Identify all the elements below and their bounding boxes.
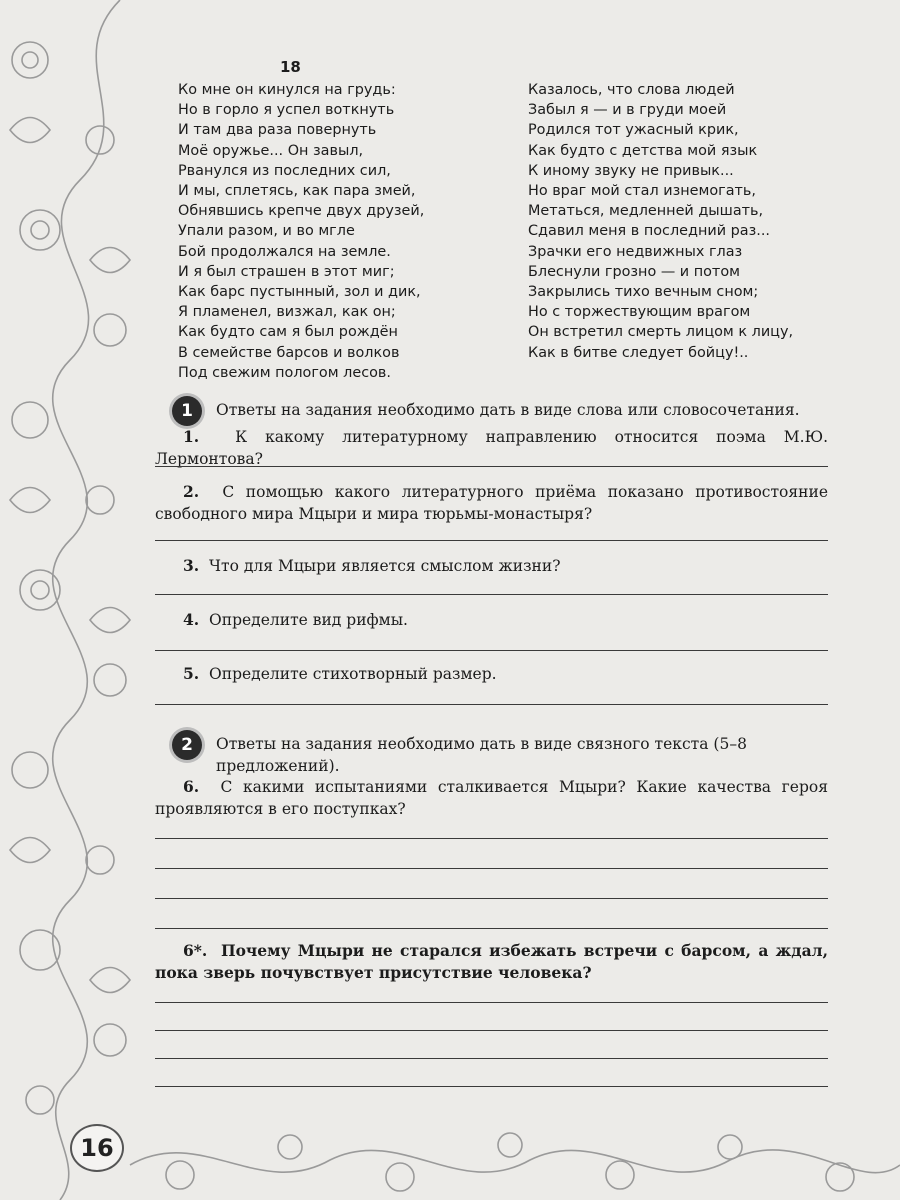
section-1-badge: 1: [172, 396, 202, 426]
poem-right-column: [528, 80, 793, 363]
section-2-header: [172, 730, 832, 777]
question-1-number: 1.: [183, 427, 200, 446]
poem-left-column: [178, 80, 424, 383]
answer-line[interactable]: [155, 1086, 828, 1087]
question-5-text: Определите стихотворный размер.: [209, 665, 497, 683]
question-5-number: 5.: [183, 664, 200, 683]
question-4: [155, 609, 828, 631]
section-2-instruction: Ответы на задания необходимо дать в виде связного текста (5–8 предложений).: [216, 735, 747, 775]
poem-line: Он встретил смерть лицом к лицу,: [528, 324, 794, 341]
question-2-number: 2.: [183, 482, 200, 501]
poem-line: Как будто сам я был рождён: [178, 324, 398, 341]
question-6-star-number: 6*.: [183, 941, 208, 960]
answer-line[interactable]: [155, 1002, 828, 1003]
poem-line: Сдавил меня в последний раз...: [528, 223, 770, 240]
answer-line[interactable]: [155, 466, 828, 467]
question-3: [155, 555, 828, 577]
poem-line: И там два раза повернуть: [178, 122, 377, 139]
poem-line: Но враг мой стал изнемогать,: [528, 183, 756, 200]
poem-line: И мы, сплетясь, как пара змей,: [178, 183, 416, 200]
question-1: [155, 426, 828, 470]
question-3-number: 3.: [183, 556, 200, 575]
poem-line: Бой продолжался на земле.: [178, 243, 391, 260]
floral-border-ornament: [0, 0, 150, 1200]
poem-line: Обнявшись крепче двух друзей,: [178, 203, 425, 220]
poem-line: Закрылись тихо вечным сном;: [528, 284, 759, 301]
poem-line: Как будто с детства мой язык: [528, 142, 758, 159]
poem-line: Как в битве следует бойцу!..: [528, 344, 749, 361]
poem-line: К иному звуку не привык...: [528, 162, 734, 179]
question-6-number: 6.: [183, 777, 200, 796]
poem-line: В семействе барсов и волков: [178, 344, 400, 361]
section-1-header: [172, 396, 832, 426]
poem-line: Ко мне он кинулся на грудь:: [178, 82, 396, 98]
poem-line: Я пламенел, визжал, как он;: [178, 304, 396, 321]
poem-line: Казалось, что слова людей: [528, 82, 735, 98]
section-2-badge: 2: [172, 730, 202, 760]
poem-line: Метаться, медленней дышать,: [528, 203, 764, 220]
floral-bottom-ornament: [0, 1125, 900, 1200]
poem-line: И я был страшен в этот миг;: [178, 263, 395, 280]
poem-line: Родился тот ужасный крик,: [528, 122, 739, 139]
section-1-instruction: Ответы на задания необходимо дать в виде слова или словосочетания.: [216, 401, 800, 419]
answer-line[interactable]: [155, 650, 828, 651]
answer-line[interactable]: [155, 704, 828, 705]
poem-line: Зрачки его недвижных глаз: [528, 243, 743, 260]
question-1-text: К какому литературному направлению относится поэма М.Ю. Лермонтова?: [155, 428, 829, 468]
poem-line: Под свежим пологом лесов.: [178, 364, 391, 381]
question-3-text: Что для Мцыри является смыслом жизни?: [209, 557, 561, 575]
poem-line: Рванулся из последних сил,: [178, 162, 391, 179]
question-2: [155, 481, 828, 525]
answer-line[interactable]: [155, 928, 828, 929]
question-6-text: С какими испытаниями сталкивается Мцыри? Какие качества героя проявляются в его поступках?: [155, 778, 828, 818]
answer-line[interactable]: [155, 838, 828, 839]
poem-line: Моё оружье... Он завыл,: [178, 142, 364, 159]
answer-line[interactable]: [155, 1058, 828, 1059]
poem-line: Упали разом, и во мгле: [178, 223, 355, 240]
answer-line[interactable]: [155, 898, 828, 899]
page-number: 16: [70, 1124, 124, 1172]
poem-line: Забыл я — и в груди моей: [528, 102, 727, 119]
poem-line: Блеснули грозно — и потом: [528, 263, 740, 280]
question-2-text: С помощью какого литературного приёма показано противостояние свободного мира Мцыри и мира тюрьмы-монастыря?: [155, 483, 828, 523]
question-6-star: [155, 940, 828, 984]
question-5: [155, 663, 828, 685]
fragment-marker: 18: [280, 58, 301, 76]
answer-line[interactable]: [155, 594, 828, 595]
poem-line: Но в горло я успел воткнуть: [178, 102, 395, 119]
question-6-star-text: Почему Мцыри не старался избежать встречи с барсом, а ждал, пока зверь почувствует присутствие человека?: [155, 941, 828, 982]
answer-line[interactable]: [155, 1030, 828, 1031]
poem-line: Как барс пустынный, зол и дик,: [178, 284, 421, 301]
answer-line[interactable]: [155, 540, 828, 541]
question-4-number: 4.: [183, 610, 200, 629]
question-6: [155, 776, 828, 820]
question-4-text: Определите вид рифмы.: [209, 611, 408, 629]
poem-line: Но с торжествующим врагом: [528, 304, 751, 321]
answer-line[interactable]: [155, 868, 828, 869]
